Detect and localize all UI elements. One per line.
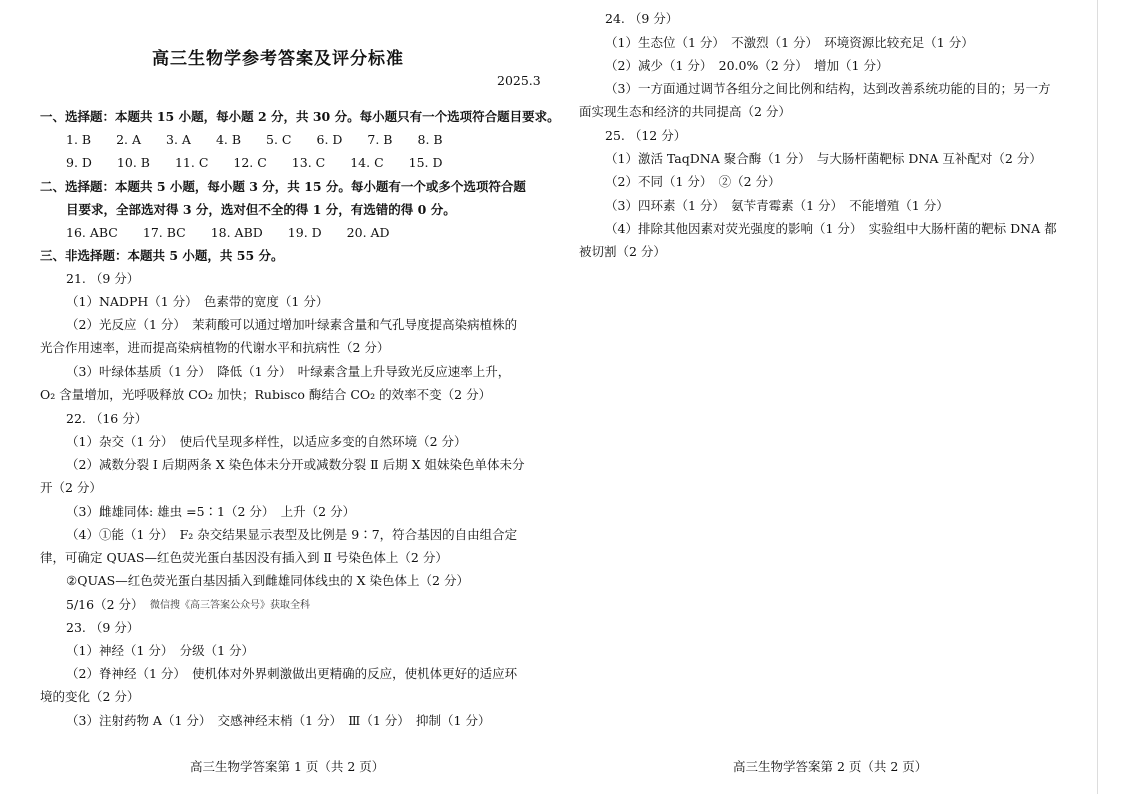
q21-part-3-line-1: （3）叶绿体基质（1 分） 降低（1 分） 叶绿素含量上升导致光反应速率上升， [66,364,511,379]
q22-part-2-line-1: （2）减数分裂 Ⅰ 后期两条 X 染色体未分开或减数分裂 Ⅱ 后期 X 姐妹染色单体未分 [66,457,525,472]
q25-part-3: （3）四环素（1 分） 氨苄青霉素（1 分） 不能增殖（1 分） [605,198,949,213]
q24-part-2: （2）减少（1 分） 20.0%（2 分） 增加（1 分） [605,58,889,73]
q21-part-2-line-1: （2）光反应（1 分） 茉莉酸可以通过增加叶绿素含量和气孔导度提高染病植株的 [66,317,518,332]
q23-part-2-line-1: （2）脊神经（1 分） 使机体对外界刺激做出更精确的反应，使机体更好的适应环 [66,666,518,681]
q22-part-2-line-2: 开（2 分） [40,480,102,495]
question-25-heading: 25. （12 分） [605,128,687,143]
q22-part-4-line-2: 律，可确定 QUAS—红色荧光蛋白基因没有插入到 Ⅱ 号染色体上（2 分） [40,550,448,565]
answers-row-2: 9. D 10. B 11. C 12. C 13. C 14. C 15. D [66,155,443,170]
q25-part-1: （1）激活 TaqDNA 聚合酶（1 分） 与大肠杆菌靶标 DNA 互补配对（2 分） [605,151,1042,166]
watermark-note: 微信搜《高三答案公众号》获取全科 [150,600,310,611]
q22-part-5: 5/16（2 分） [66,597,144,612]
page-edge-divider [1097,0,1098,794]
q25-part-2: （2）不同（1 分） ②（2 分） [605,174,781,189]
section-2-heading-line-2: 目要求，全部选对得 3 分，选对但不全的得 1 分，有选错的得 0 分。 [66,202,456,217]
question-22-heading: 22. （16 分） [66,411,148,426]
q21-part-1: （1）NADPH（1 分） 色素带的宽度（1 分） [66,294,329,309]
q21-part-2-line-2: 光合作用速率，进而提高染病植物的代谢水平和抗病性（2 分） [40,340,390,355]
question-21-heading: 21. （9 分） [66,271,140,286]
document-title: 高三生物学参考答案及评分标准 [152,49,404,69]
q23-part-2-line-2: 境的变化（2 分） [40,689,140,704]
q22-part-1: （1）杂交（1 分） 使后代呈现多样性，以适应多变的自然环境（2 分） [66,434,467,449]
section-1-heading: 一、选择题：本题共 15 小题，每小题 2 分，共 30 分。每小题只有一个选项符合题目要求。 [40,109,560,124]
q25-part-4-line-2: 被切割（2 分） [579,244,666,259]
section-3-heading: 三、非选择题：本题共 5 小题，共 55 分。 [40,248,284,263]
answers-row-3: 16. ABC 17. BC 18. ABD 19. D 20. AD [66,225,390,240]
q23-part-1: （1）神经（1 分） 分级（1 分） [66,643,255,658]
q25-part-4-line-1: （4）排除其他因素对荧光强度的影响（1 分） 实验组中大肠杆菌的靶标 DNA 都 [605,221,1057,236]
q22-part-3: （3）雌雄同体: 雄虫 =5∶1（2 分） 上升（2 分） [66,504,356,519]
section-2-heading-line-1: 二、选择题：本题共 5 小题，每小题 3 分，共 15 分。每小题有一个或多个选项符合题 [40,179,526,194]
question-23-heading: 23. （9 分） [66,620,140,635]
document-date: 2025.3 [497,73,541,88]
page-2 [565,0,1095,794]
q21-part-3-line-2: O₂ 含量增加，光呼吸释放 CO₂ 加快；Rubisco 酶结合 CO₂ 的效率不变（2 分） [40,387,492,402]
q24-part-3-line-2: 面实现生态和经济的共同提高（2 分） [579,104,791,119]
q24-part-1: （1）生态位（1 分） 不激烈（1 分） 环境资源比较充足（1 分） [605,35,974,50]
q24-part-3-line-1: （3）一方面通过调节各组分之间比例和结构，达到改善系统功能的目的；另一方 [605,81,1051,96]
answers-row-1: 1. B 2. A 3. A 4. B 5. C 6. D 7. B 8. B [66,132,443,147]
q23-part-3: （3）注射药物 A（1 分） 交感神经末梢（1 分） Ⅲ（1 分） 抑制（1 分） [66,713,491,728]
q22-part-4-line-3: ②QUAS—红色荧光蛋白基因插入到雌雄同体线虫的 X 染色体上（2 分） [66,573,469,588]
footer-page-1: 高三生物学答案第 1 页（共 2 页） [190,759,385,774]
page-1 [0,0,560,794]
question-24-heading: 24. （9 分） [605,11,679,26]
footer-page-2: 高三生物学答案第 2 页（共 2 页） [733,759,928,774]
q22-part-4-line-1: （4）①能（1 分） F₂ 杂交结果显示表型及比例是 9∶7，符合基因的自由组合定 [66,527,518,542]
